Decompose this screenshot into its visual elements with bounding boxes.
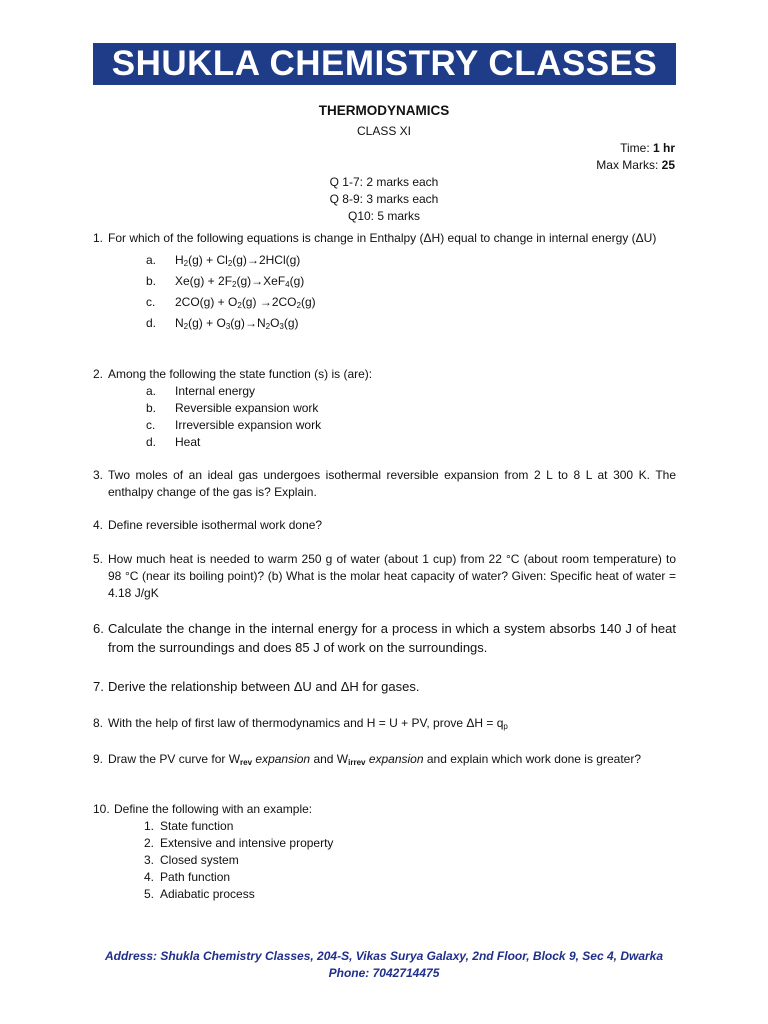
option-label: 4. <box>144 870 155 884</box>
option-label: 1. <box>144 819 155 833</box>
subscript-irrev: irrev <box>348 758 366 767</box>
option-d: d. $N_2(g) + O_3(g)\to N_2O_3(g)$ <box>108 313 676 334</box>
max-marks-label: Max Marks: <box>596 158 662 172</box>
question-text-part: and W <box>310 752 349 766</box>
question-text-part: Draw the PV curve for W <box>108 752 241 766</box>
option-label: a. <box>146 384 157 398</box>
option-label: 5. <box>144 887 155 901</box>
option-text: Irreversible expansion work <box>175 418 322 432</box>
question-number: 2. <box>93 367 104 381</box>
class-label: CLASS XI <box>356 124 412 138</box>
question-2 <box>93 366 676 451</box>
question-number: 3. <box>93 468 104 482</box>
option-label: b. <box>146 274 157 288</box>
question-text: Two moles of an ideal gas undergoes isothermal reversible expansion from 2 L to 8 L at 300 K. The enthalpy change of the gas is? Explain. <box>108 468 676 499</box>
option-label: d. <box>146 316 157 330</box>
option-text: State function <box>160 819 234 833</box>
question-7 <box>93 677 676 696</box>
question-text: How much heat is needed to warm 250 g of water (about 1 cup) from 22 °C (about room temperature) to 98 °C (near its boiling point)? (b) What is the molar heat capacity of water? Given: Specific heat of water = 4.18 J/gK <box>108 552 676 600</box>
option-label: c. <box>146 418 156 432</box>
max-marks-info <box>596 158 675 172</box>
option-b <box>108 400 676 417</box>
option-text: Extensive and intensive property <box>160 836 334 850</box>
page-title: THERMODYNAMICS <box>318 103 450 118</box>
question-number: 8. <box>93 716 104 730</box>
option-label: a. <box>146 253 157 267</box>
question-8 <box>93 715 676 732</box>
question-10 <box>93 801 676 903</box>
option-1 <box>114 818 676 835</box>
option-c <box>108 417 676 434</box>
question-text <box>108 715 676 732</box>
time-label: Time: <box>620 141 653 155</box>
option-text: Internal energy <box>175 384 256 398</box>
question-text-part: With the help of first law of thermodynamics and H = U + PV, prove ΔH = q <box>108 716 504 730</box>
option-4 <box>114 869 676 886</box>
question-text: Define the following with an example: <box>114 802 313 816</box>
option-a <box>108 383 676 400</box>
question-number: 6. <box>93 621 104 636</box>
option-3 <box>114 852 676 869</box>
question-text-part: and explain which work done is greater? <box>423 752 641 766</box>
footer-phone: Phone: 7042714475 <box>328 966 440 980</box>
question-text: Calculate the change in the internal energy for a process in which a system absorbs 140 J of heat from the surroundings and does 85 J of work on the surroundings. <box>108 621 676 655</box>
option-5 <box>114 886 676 903</box>
subscript-rev: rev <box>240 758 253 767</box>
question-6 <box>93 619 676 657</box>
question-1 <box>93 230 676 334</box>
italic-text: expansion <box>252 752 311 766</box>
question-4 <box>93 517 676 534</box>
option-c: c. $2CO(g) + O_2(g) \to 2CO_2(g)$ <box>108 292 676 313</box>
question-number: 4. <box>93 518 104 532</box>
time-info <box>620 141 675 155</box>
option-d <box>108 434 676 451</box>
question-number: 9. <box>93 752 104 766</box>
option-b: b. $Xe(g) + 2F_2(g)\to XeF_4(g)$ <box>108 271 676 292</box>
option-text: Closed system <box>160 853 239 867</box>
option-label: b. <box>146 401 157 415</box>
arrow-icon: → <box>259 295 272 309</box>
option-text: Reversible expansion work <box>175 401 319 415</box>
marks-line-2: Q 8-9: 3 marks each <box>329 192 439 206</box>
arrow-icon: → <box>251 274 264 288</box>
option-list <box>108 250 676 334</box>
question-number: 5. <box>93 552 104 566</box>
question-number: 1. <box>93 231 104 245</box>
option-label: 3. <box>144 853 155 867</box>
option-text: Adiabatic process <box>160 887 255 901</box>
question-text: Among the following the state function (s) is (are): <box>108 367 373 381</box>
marks-line-1: Q 1-7: 2 marks each <box>329 175 439 189</box>
italic-text: expansion <box>365 752 424 766</box>
option-label: 2. <box>144 836 155 850</box>
option-list <box>108 383 676 451</box>
time-value: 1 hr <box>652 141 675 155</box>
option-list <box>114 818 676 903</box>
marks-line-3: Q10: 5 marks <box>347 209 421 223</box>
arrow-icon: → <box>244 316 257 330</box>
option-2 <box>114 835 676 852</box>
option-label: c. <box>146 295 156 309</box>
option-label: d. <box>146 435 157 449</box>
question-text: Define reversible isothermal work done? <box>108 518 323 532</box>
question-9 <box>93 751 676 768</box>
max-marks-value: 25 <box>661 158 675 172</box>
question-3 <box>93 467 676 501</box>
question-text: For which of the following equations is change in Enthalpy (ΔH) equal to change in internal energy (ΔU) <box>108 231 657 245</box>
banner-title: SHUKLA CHEMISTRY CLASSES <box>93 43 676 85</box>
option-text: Heat <box>175 435 201 449</box>
subscript-p: p <box>503 722 508 731</box>
footer-address: Address: Shukla Chemistry Classes, 204-S, Vikas Surya Galaxy, 2nd Floor, Block 9, Sec 4, Dwarka <box>104 949 664 963</box>
question-text <box>108 751 676 768</box>
question-number: 10. <box>93 802 110 816</box>
arrow-icon: → <box>246 253 259 267</box>
option-a: a. $H_2(g) + Cl_2(g)\to 2HCl(g)$ <box>108 250 676 271</box>
option-text: Path function <box>160 870 231 884</box>
question-number: 7. <box>93 679 104 694</box>
question-5 <box>93 551 676 602</box>
question-text: Derive the relationship between ΔU and ΔH for gases. <box>108 679 420 694</box>
